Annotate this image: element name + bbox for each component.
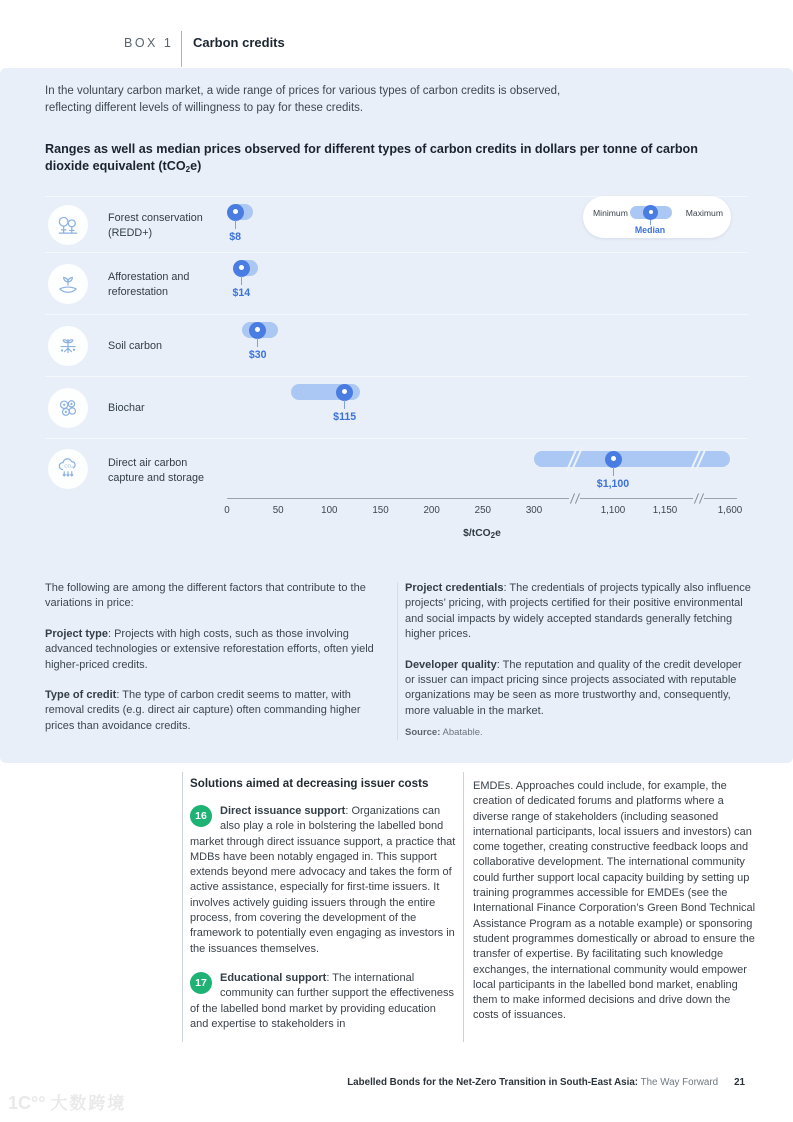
- factors-lead: The following are among the different factors that contribute to the variations in price:: [45, 582, 366, 610]
- forest-icon: [48, 205, 88, 245]
- factors-left-column: [45, 581, 377, 749]
- median-dot: [233, 260, 250, 277]
- chart: [45, 196, 748, 497]
- biochar-icon: [48, 388, 88, 428]
- chart-legend: [583, 196, 731, 238]
- watermark-logo: 1Ϲ°°: [8, 1093, 46, 1113]
- solution-item-17: 17 Educational support: The international community can further support the effectiveness of the labelled bond market by providing education and expertise to stakeholders in: [190, 971, 454, 1030]
- factor-type-of-credit: Type of credit: The type of carbon credit seems to matter, with removal credits (e.g. direct air capture) often commanding higher prices than avoidance credits.: [45, 689, 361, 732]
- axis-break-mark: [693, 493, 704, 504]
- soil-plant-icon: [48, 326, 88, 366]
- x-axis-tick: 200: [423, 505, 440, 516]
- bar-area: [227, 315, 748, 376]
- numbered-badge-16: 16: [190, 805, 212, 827]
- solution-item-16: 16 Direct issuance support: Organizations can also play a role in bolstering the labelled bond market through direct issuance support, a practice that MDBs have been notably engaged in. This support extends beyond mere advocacy and takes the form of active assistance, especially for first-time issuers. It involves actively guiding issuers through the entire process, from covering the development of the framework to potentially even engaging as investors in the issuances themselves.: [190, 805, 456, 955]
- chart-row-biochar: [45, 376, 748, 438]
- factor-project-type: Project type: Projects with high costs, such as those involving advanced technologies or extensive reforestation efforts, often yield higher-priced credits.: [45, 627, 374, 671]
- x-axis-tick: 100: [321, 505, 338, 516]
- median-connector: [613, 467, 614, 476]
- median-connector: [257, 338, 258, 347]
- bar-break-mark: [570, 446, 579, 472]
- chart-title: Ranges as well as median prices observed for different types of carbon credits in dollars per tonne of carbon dioxide equivalent (tCO$_2$e): [45, 142, 698, 174]
- median-value-label: $1,100: [596, 478, 630, 490]
- median-value-label: $8: [229, 231, 242, 243]
- median-dot: [227, 204, 244, 221]
- page-title: Carbon credits: [193, 35, 285, 50]
- row-label: Soil carbon: [108, 340, 163, 352]
- page-number: 21: [734, 1077, 745, 1088]
- x-axis-tick: 250: [474, 505, 491, 516]
- dac-cloud-icon: [48, 449, 88, 489]
- bar-area: [227, 377, 748, 438]
- row-label: Afforestation and reforestation: [108, 271, 190, 298]
- median-dot: [605, 451, 622, 468]
- bar-area: [227, 439, 748, 497]
- row-label: Direct air carbon capture and storage: [108, 457, 205, 484]
- median-dot: [336, 384, 353, 401]
- header-divider: [181, 31, 182, 67]
- median-dot: [249, 322, 266, 339]
- bar-area: [227, 253, 748, 314]
- median-connector: [235, 220, 236, 229]
- chart-row-direct-air-capture: [45, 438, 748, 497]
- x-axis-tick: 50: [272, 505, 284, 516]
- x-axis-line: [227, 498, 737, 499]
- x-axis-tick: 0: [224, 505, 230, 516]
- chart-row-soil-carbon: [45, 314, 748, 376]
- x-axis-label: $/tCO$_2$e: [463, 528, 501, 540]
- source-note: Source: Abatable.: [405, 727, 483, 739]
- page-footer: Labelled Bonds for the Net-Zero Transition in South-East Asia: The Way Forward 21: [347, 1077, 745, 1088]
- factors-column-divider: [397, 582, 398, 740]
- solutions-left-divider: [182, 772, 183, 1042]
- median-value-label: $30: [248, 349, 267, 361]
- solutions-right-column: EMDEs. Approaches could include, for example, the creation of dedicated forums and platforms where a diverse range of stakeholders (including seasoned international participants, local issuers and investors) can come together, creating constructive feedback loops and collaborative development. The international community could further support local capacity building by setting up training programmes accessible for EMDEs (see the International Finance Corporation’s Green Bond Technical Assistance Program as a notable example) or sponsoring student programmes domestically or abroad to ensure the transfer of expertise. By facilitating such knowledge exchanges, the international community would empower local participants in the labelled bond market, enabling them to make informed decisions and drive down the costs of issuances.: [473, 780, 756, 1022]
- factor-project-credentials: Project credentials: The credentials of projects typically also influence projects’ pricing, with projects certified for their positive environmental and social impacts by widely accepted standards generally fetching higher prices.: [405, 582, 751, 641]
- intro-text: In the voluntary carbon market, a wide range of prices for various types of carbon credits is observed, reflecting different levels of willingness to pay for these credits.: [45, 85, 561, 114]
- median-value-label: $14: [232, 287, 251, 299]
- x-axis-tick: 300: [525, 505, 543, 516]
- row-label: Forest conservation (REDD+): [108, 212, 203, 239]
- median-value-label: $115: [333, 411, 357, 423]
- solutions-column-divider: [463, 772, 464, 1042]
- factor-developer-quality: Developer quality: The reputation and quality of the credit developer or issuer can impact pricing since projects associated with reputable organizations may be seen as more trustworthy and, consequently, more valuable in the market.: [405, 658, 742, 717]
- legend-minimum-label: Minimum: [593, 208, 628, 218]
- x-axis-tick: 150: [372, 505, 389, 516]
- numbered-badge-17: 17: [190, 972, 212, 994]
- watermark: 1Ϲ°° 大数跨境: [8, 1093, 127, 1113]
- legend-median-dot: [643, 205, 658, 220]
- sapling-hand-icon: [48, 264, 88, 304]
- svg-text:CO₂: CO₂: [64, 463, 73, 469]
- box-label: BOX 1: [124, 36, 174, 50]
- legend-median-label: Median: [634, 225, 666, 235]
- chart-row-afforestation: [45, 252, 748, 314]
- solutions-left-column: [190, 804, 457, 1032]
- box-panel: [0, 68, 793, 763]
- median-connector: [344, 400, 345, 409]
- bar-break-mark: [694, 446, 703, 472]
- legend-maximum-label: Maximum: [685, 208, 723, 218]
- x-axis-tick: 1,600: [717, 505, 743, 516]
- factors-right-column: [405, 581, 753, 741]
- x-axis-tick: 1,100: [600, 505, 626, 516]
- solutions-heading: Solutions aimed at decreasing issuer costs: [190, 777, 429, 790]
- row-label: Biochar: [108, 402, 145, 414]
- x-axis-tick: 1,150: [652, 505, 678, 516]
- axis-break-mark: [569, 493, 580, 504]
- median-connector: [241, 276, 242, 285]
